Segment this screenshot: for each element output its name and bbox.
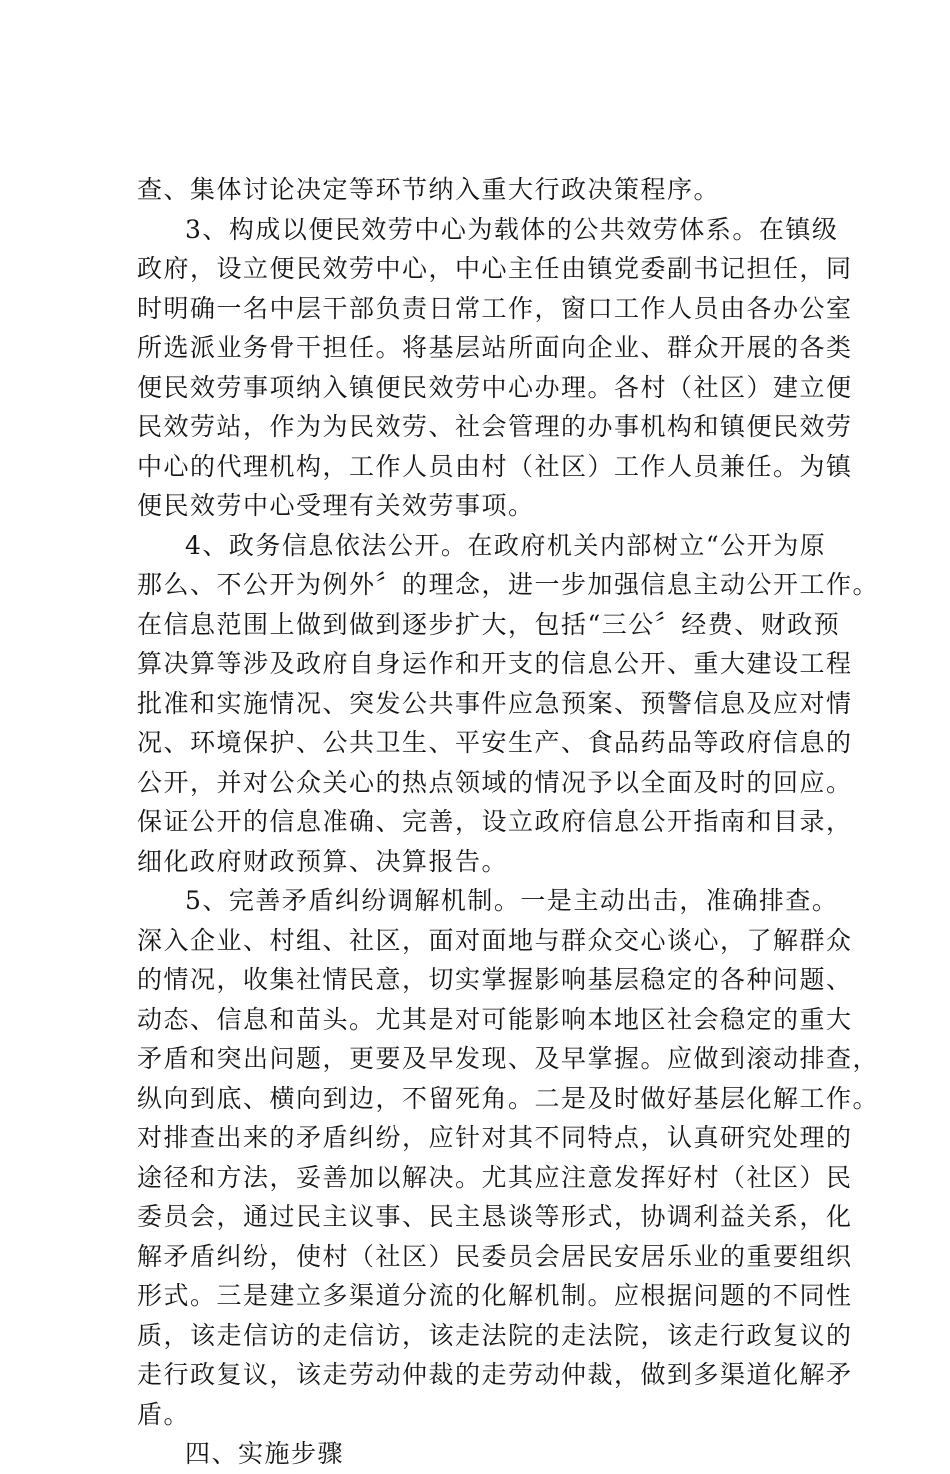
text-line: 民效劳站，作为为民效劳、社会管理的办事机构和镇便民效劳 [137, 412, 853, 441]
paragraph-first-line: 4、政务信息依法公开。在政府机关内部树立“公开为原 [185, 530, 827, 560]
text-line: 查、集体讨论决定等环节纳入重大行政决策程序。 [137, 175, 721, 204]
text-line: 细化政府财政预算、决算报告。 [137, 846, 509, 876]
paragraph-first-line: 5、完善矛盾纠纷调解机制。一是主动出击，准确排查。 [185, 886, 839, 915]
text-line: 批准和实施情况、突发公共事件应急预案、预警信息及应对情 [137, 688, 853, 718]
text-line: 矛盾和突出问题，更要及早发现、及早掌握。应做到滚动排查， [137, 1044, 880, 1073]
text-line: 质，该走信访的走信访，该走法院的走法院，该走行政复议的 [137, 1320, 853, 1350]
text-line: 便民效劳中心受理有关效劳事项。 [137, 491, 535, 520]
text-line: 动态、信息和苗头。尤其是对可能影响本地区社会稳定的重大 [137, 1004, 853, 1034]
text-line: 时明确一名中层干部负责日常工作，窗口工作人员由各办公室 [137, 293, 853, 323]
text-line: 政府，设立便民效劳中心，中心主任由镇党委副书记担任，同 [137, 254, 853, 283]
text-line: 深入企业、村组、社区，面对面地与群众交心谈心，了解群众 [137, 925, 853, 955]
text-line: 在信息范围上做到做到逐步扩大，包括“三公〞经费、财政预 [137, 609, 841, 639]
text-line: 算决算等涉及政府自身运作和开支的信息公开、重大建设工程 [137, 649, 853, 678]
text-line: 况、环境保护、公共卫生、平安生产、食品药品等政府信息的 [137, 728, 853, 757]
text-line: 的情况，收集社情民意，切实掌握影响基层稳定的各种问题、 [137, 965, 853, 994]
paragraph-first-line: 3、构成以便民效劳中心为载体的公共效劳体系。在镇级 [185, 214, 839, 244]
text-line: 便民效劳事项纳入镇便民效劳中心办理。各村（社区）建立便 [137, 372, 853, 402]
text-line: 那么、不公开为例外〞的理念，进一步加强信息主动公开工作。 [137, 570, 880, 599]
text-line: 途径和方法，妥善加以解决。尤其应注意发挥好村（社区）民 [137, 1162, 853, 1192]
text-line: 中心的代理机构，工作人员由村（社区）工作人员兼任。为镇 [137, 451, 853, 481]
text-line: 形式。三是建立多渠道分流的化解机制。应根据问题的不同性 [137, 1281, 853, 1310]
text-line: 委员会，通过民主议事、民主恳谈等形式，协调利益关系，化 [137, 1202, 853, 1231]
text-line: 解矛盾纠纷，使村（社区）民委员会居民安居乐业的重要组织 [137, 1241, 853, 1271]
text-line: 保证公开的信息准确、完善，设立政府信息公开指南和目录， [137, 807, 853, 836]
text-line: 走行政复议，该走劳动仲裁的走劳动仲裁，做到多渠道化解矛 [137, 1360, 853, 1389]
paragraph-first-line: 四、实施步骤 [185, 1439, 345, 1468]
text-line: 所选派业务骨干担任。将基层站所面向企业、群众开展的各类 [137, 333, 853, 362]
text-line: 公开，并对公众关心的热点领域的情况予以全面及时的回应。 [137, 767, 853, 797]
body-text [137, 170, 880, 1474]
text-line: 对排查出来的矛盾纠纷，应针对其不同特点，认真研究处理的 [137, 1123, 853, 1152]
text-line: 盾。 [137, 1399, 191, 1429]
text-line: 纵向到底、横向到边，不留死角。二是及时做好基层化解工作。 [137, 1083, 880, 1113]
